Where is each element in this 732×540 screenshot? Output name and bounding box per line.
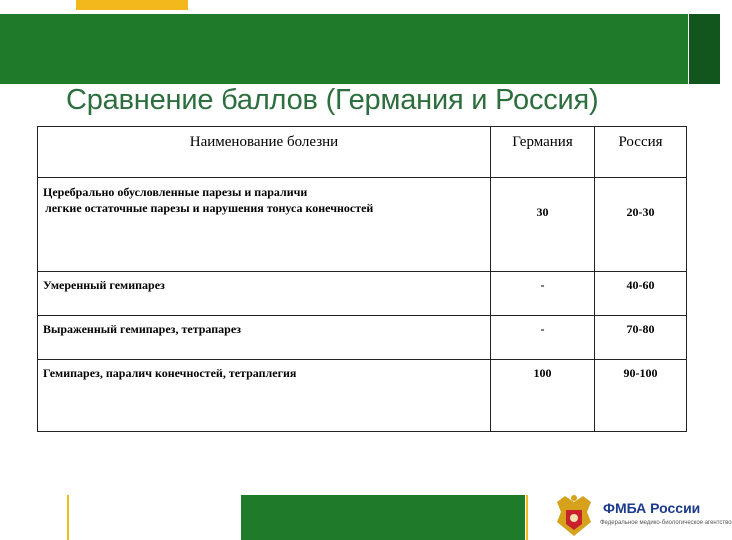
disease-name-cell: Выраженный гемипарез, тетрапарез bbox=[38, 316, 491, 360]
table-row bbox=[38, 360, 687, 432]
disease-name-line: Церебрально обусловленные парезы и параличи bbox=[43, 185, 308, 199]
disease-name-cell: Гемипарез, паралич конечностей, тетраплегия bbox=[38, 360, 491, 432]
header-germany: Германия bbox=[491, 127, 595, 178]
russia-score-cell: 40-60 bbox=[595, 272, 687, 316]
coat-of-arms-icon bbox=[553, 492, 595, 540]
slide-title: Сравнение баллов (Германия и Россия) bbox=[66, 84, 599, 116]
germany-score-cell: - bbox=[491, 316, 595, 360]
germany-score-cell: - bbox=[491, 272, 595, 316]
header-band bbox=[0, 14, 688, 84]
brand-subtitle: Федеральное медико-биологическое агентство bbox=[600, 520, 732, 526]
brand-name: ФМБА России bbox=[603, 500, 701, 516]
header-disease-name: Наименование болезни bbox=[38, 127, 491, 178]
disease-name-cell bbox=[38, 178, 491, 272]
top-gold-bar bbox=[76, 0, 188, 10]
table-row bbox=[38, 316, 687, 360]
russia-score-cell: 20-30 bbox=[595, 178, 687, 272]
russia-score-cell: 70-80 bbox=[595, 316, 687, 360]
russia-score-cell: 90-100 bbox=[595, 360, 687, 432]
comparison-table bbox=[37, 126, 687, 432]
germany-score-cell: 30 bbox=[491, 178, 595, 272]
table-header-row bbox=[38, 127, 687, 178]
table-row bbox=[38, 272, 687, 316]
footer-gold-line-left bbox=[67, 495, 69, 540]
footer-gold-line-mid bbox=[526, 495, 528, 540]
footer-green-block bbox=[241, 495, 525, 540]
table-row bbox=[38, 178, 687, 272]
header-russia: Россия bbox=[595, 127, 687, 178]
germany-score-cell: 100 bbox=[491, 360, 595, 432]
disease-name-cell: Умеренный гемипарез bbox=[38, 272, 491, 316]
header-band-accent bbox=[689, 14, 720, 84]
disease-name-line: легкие остаточные парезы и нарушения тонуса конечностей bbox=[45, 201, 374, 215]
